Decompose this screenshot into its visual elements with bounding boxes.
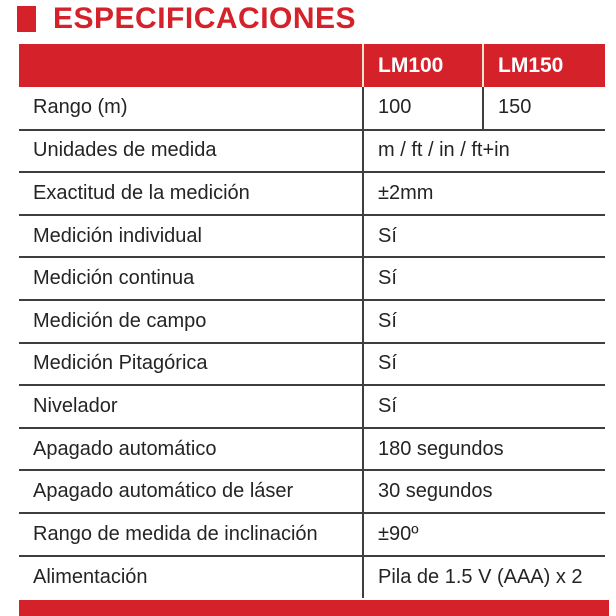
spec-value-cell: 180 segundos	[363, 428, 605, 471]
spec-label-cell: Rango de medida de inclinación	[19, 513, 363, 556]
spec-value-cell: ±2mm	[363, 172, 605, 215]
table-row	[19, 172, 605, 215]
spec-label-cell: Medición Pitagórica	[19, 343, 363, 386]
table-row	[19, 257, 605, 300]
spec-label-cell: Medición individual	[19, 215, 363, 258]
spec-value-cell: Sí	[363, 300, 605, 343]
table-row	[19, 470, 605, 513]
table-row	[19, 130, 605, 173]
header-lm150-cell: LM150	[483, 44, 605, 87]
table-header-row	[19, 44, 605, 87]
specifications-table	[19, 44, 605, 598]
header-empty-cell	[19, 44, 363, 87]
table-row	[19, 215, 605, 258]
table-row	[19, 343, 605, 386]
table-row	[19, 385, 605, 428]
spec-label-cell: Medición continua	[19, 257, 363, 300]
bottom-red-bar	[19, 600, 609, 616]
spec-value-lm100-cell: 100	[363, 87, 483, 130]
spec-value-cell: Sí	[363, 343, 605, 386]
table-row	[19, 300, 605, 343]
spec-value-cell: m / ft / in / ft+in	[363, 130, 605, 173]
spec-label-cell: Rango (m)	[19, 87, 363, 130]
table-row	[19, 556, 605, 599]
spec-label-cell: Apagado automático	[19, 428, 363, 471]
page-title: ESPECIFICACIONES	[53, 2, 357, 35]
spec-value-lm150-cell: 150	[483, 87, 605, 130]
spec-label-cell: Unidades de medida	[19, 130, 363, 173]
spec-value-cell: 30 segundos	[363, 470, 605, 513]
table-row	[19, 428, 605, 471]
table-row	[19, 513, 605, 556]
spec-value-cell: Sí	[363, 257, 605, 300]
spec-label-cell: Exactitud de la medición	[19, 172, 363, 215]
table-row	[19, 87, 605, 130]
spec-value-cell: ±90º	[363, 513, 605, 556]
spec-label-cell: Medición de campo	[19, 300, 363, 343]
red-square-bullet-icon	[17, 6, 36, 32]
section-title	[17, 2, 356, 36]
spec-value-cell: Sí	[363, 385, 605, 428]
spec-label-cell: Apagado automático de láser	[19, 470, 363, 513]
spec-value-cell: Sí	[363, 215, 605, 258]
spec-label-cell: Alimentación	[19, 556, 363, 599]
spec-label-cell: Nivelador	[19, 385, 363, 428]
header-lm100-cell: LM100	[363, 44, 483, 87]
spec-value-cell: Pila de 1.5 V (AAA) x 2	[378, 565, 583, 588]
